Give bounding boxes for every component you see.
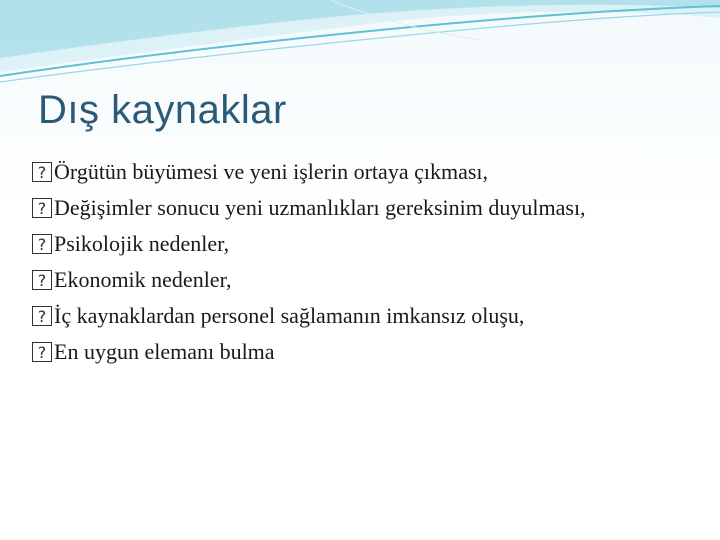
list-item bbox=[32, 301, 692, 331]
bullet-list bbox=[32, 157, 692, 373]
header-wave-decoration bbox=[0, 0, 720, 90]
bullet-text: Örgütün büyümesi ve yeni işlerin ortaya çıkması, bbox=[54, 159, 489, 184]
missing-glyph-icon bbox=[32, 306, 52, 326]
bullet-text: Ekonomik nedenler, bbox=[54, 267, 232, 292]
missing-glyph-icon bbox=[32, 198, 52, 218]
slide-title: Dış kaynaklar bbox=[38, 88, 287, 132]
bullet-text: Psikolojik nedenler, bbox=[54, 231, 230, 256]
bullet-text: İç kaynaklardan personel sağlamanın imkansız oluşu, bbox=[54, 303, 525, 328]
list-item bbox=[32, 157, 692, 187]
bullet-text: En uygun elemanı bulma bbox=[54, 339, 275, 364]
missing-glyph-icon bbox=[32, 342, 52, 362]
missing-glyph-icon bbox=[32, 162, 52, 182]
list-item bbox=[32, 337, 692, 367]
list-item bbox=[32, 265, 692, 295]
missing-glyph-icon bbox=[32, 270, 52, 290]
list-item bbox=[32, 229, 692, 259]
list-item bbox=[32, 193, 692, 223]
missing-glyph-icon bbox=[32, 234, 52, 254]
bullet-text: Değişimler sonucu yeni uzmanlıkları gereksinim duyulması, bbox=[54, 195, 586, 220]
